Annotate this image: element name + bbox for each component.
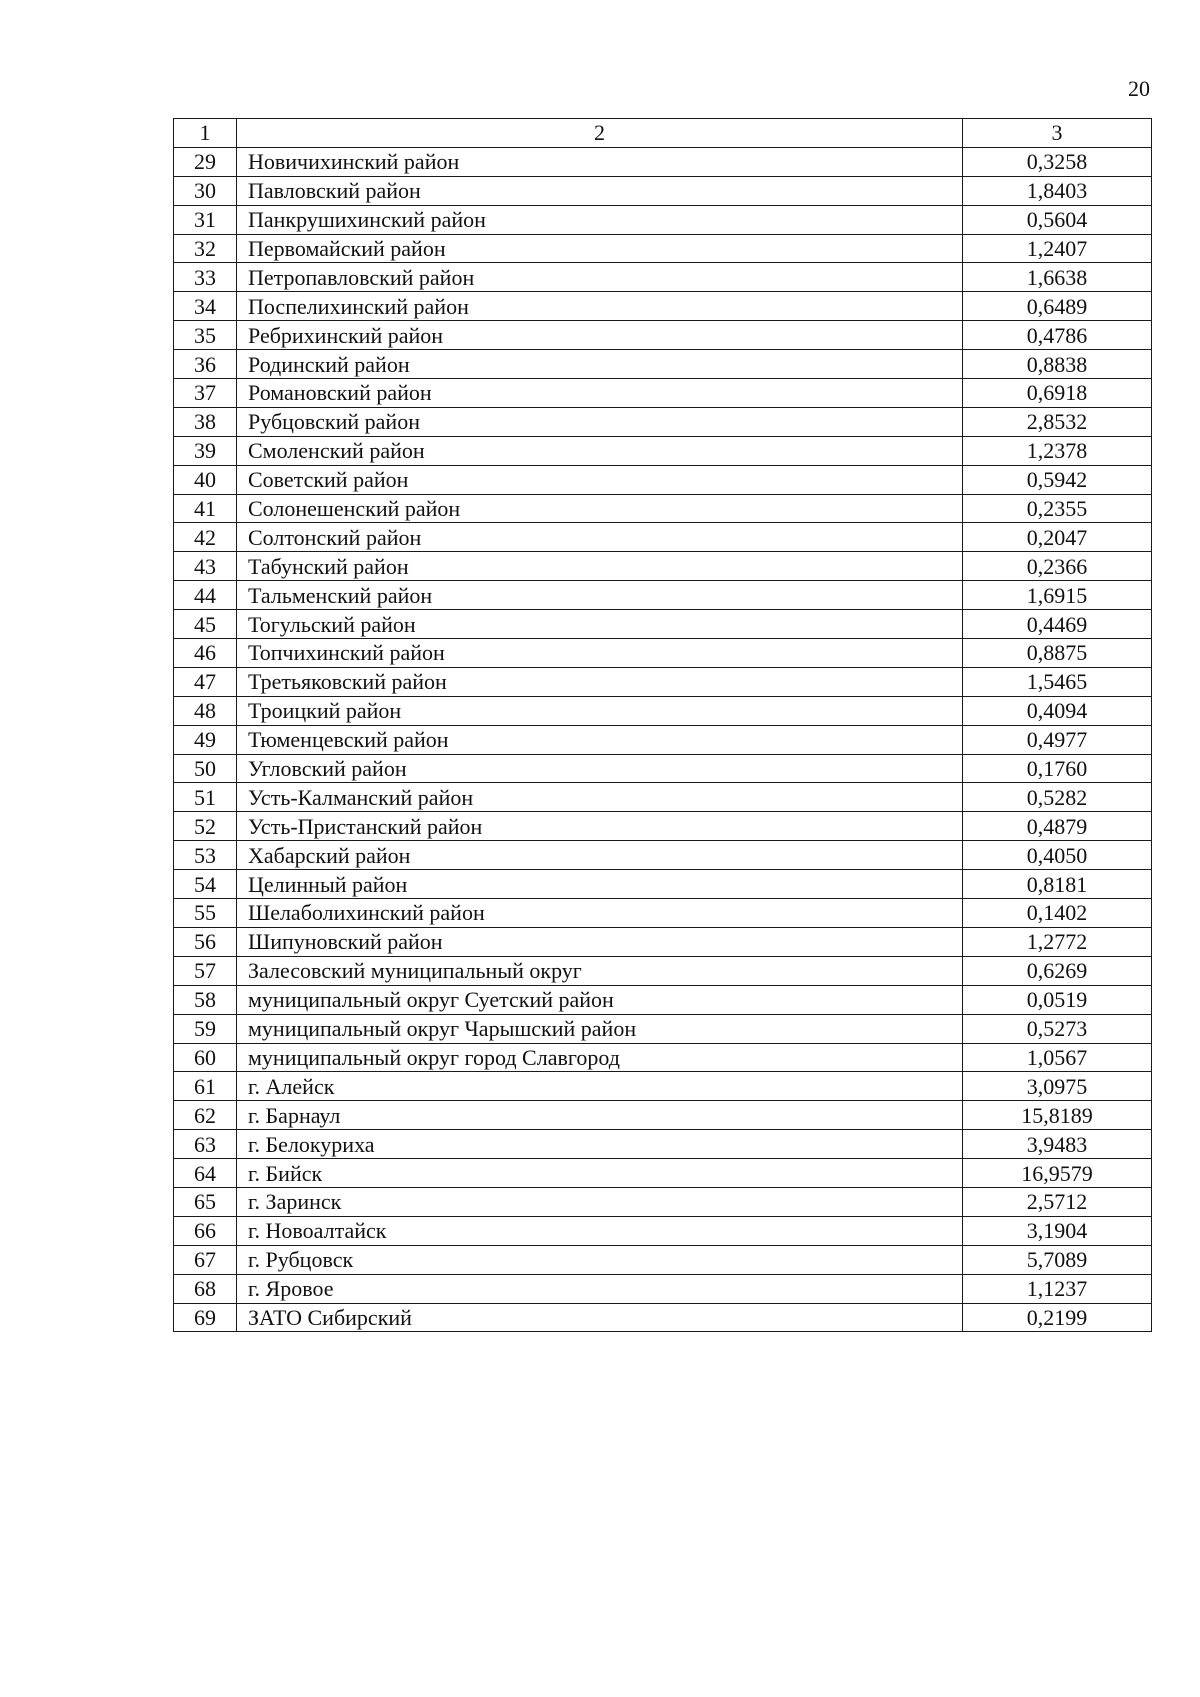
table-row [174,985,1152,1014]
row-name-cell: г. Белокуриха [237,1130,963,1159]
row-value-cell: 0,4469 [963,610,1152,639]
row-value-cell: 0,1760 [963,754,1152,783]
row-name-cell: Родинский район [237,350,963,379]
row-name-cell: г. Бийск [237,1159,963,1188]
row-number-cell: 58 [174,985,237,1014]
row-value-cell: 1,5465 [963,667,1152,696]
row-number-cell: 47 [174,667,237,696]
table-row [174,783,1152,812]
row-number-cell: 35 [174,321,237,350]
row-value-cell: 1,0567 [963,1043,1152,1072]
row-value-cell: 0,5942 [963,465,1152,494]
row-value-cell: 16,9579 [963,1159,1152,1188]
row-number-cell: 54 [174,870,237,899]
row-number-cell: 29 [174,147,237,176]
row-name-cell: муниципальный округ Суетский район [237,985,963,1014]
row-number-cell: 36 [174,350,237,379]
table-row [174,1303,1152,1332]
row-number-cell: 30 [174,176,237,205]
table-row [174,639,1152,668]
header-cell-name: 2 [237,119,963,148]
table-row [174,321,1152,350]
row-value-cell: 3,9483 [963,1130,1152,1159]
table-row [174,523,1152,552]
table-row [174,1159,1152,1188]
row-name-cell: г. Барнаул [237,1101,963,1130]
row-number-cell: 42 [174,523,237,552]
table-row [174,234,1152,263]
row-number-cell: 39 [174,436,237,465]
row-number-cell: 38 [174,407,237,436]
row-name-cell: Угловский район [237,754,963,783]
row-number-cell: 46 [174,639,237,668]
row-name-cell: муниципальный округ город Славгород [237,1043,963,1072]
row-name-cell: Усть-Калманский район [237,783,963,812]
row-name-cell: Тюменцевский район [237,725,963,754]
table-row [174,927,1152,956]
table-row [174,552,1152,581]
row-value-cell: 3,1904 [963,1216,1152,1245]
row-name-cell: Новичихинский район [237,147,963,176]
row-name-cell: Павловский район [237,176,963,205]
row-number-cell: 69 [174,1303,237,1332]
row-number-cell: 31 [174,205,237,234]
table-row [174,205,1152,234]
row-number-cell: 43 [174,552,237,581]
row-name-cell: Усть-Пристанский район [237,812,963,841]
row-value-cell: 0,6489 [963,292,1152,321]
row-number-cell: 50 [174,754,237,783]
table-row [174,1130,1152,1159]
row-number-cell: 52 [174,812,237,841]
row-name-cell: Солтонский район [237,523,963,552]
row-name-cell: Тальменский район [237,581,963,610]
row-name-cell: Романовский район [237,379,963,408]
row-number-cell: 45 [174,610,237,639]
table-row [174,1216,1152,1245]
row-value-cell: 1,6638 [963,263,1152,292]
row-number-cell: 67 [174,1245,237,1274]
table-row [174,465,1152,494]
row-value-cell: 5,7089 [963,1245,1152,1274]
row-value-cell: 0,4786 [963,321,1152,350]
table-header-row [174,119,1152,148]
row-value-cell: 0,5604 [963,205,1152,234]
row-value-cell: 0,8875 [963,639,1152,668]
row-name-cell: Хабарский район [237,841,963,870]
table-row [174,1014,1152,1043]
row-number-cell: 61 [174,1072,237,1101]
row-value-cell: 0,3258 [963,147,1152,176]
row-number-cell: 49 [174,725,237,754]
row-name-cell: Шелаболихинский район [237,899,963,928]
table-row [174,1245,1152,1274]
row-name-cell: г. Алейск [237,1072,963,1101]
row-name-cell: Смоленский район [237,436,963,465]
row-number-cell: 66 [174,1216,237,1245]
row-value-cell: 0,5282 [963,783,1152,812]
row-value-cell: 0,6918 [963,379,1152,408]
row-value-cell: 0,4879 [963,812,1152,841]
table-row [174,1101,1152,1130]
header-cell-number: 1 [174,119,237,148]
row-value-cell: 2,8532 [963,407,1152,436]
row-name-cell: Целинный район [237,870,963,899]
row-number-cell: 62 [174,1101,237,1130]
row-name-cell: Первомайский район [237,234,963,263]
row-name-cell: г. Новоалтайск [237,1216,963,1245]
row-number-cell: 68 [174,1274,237,1303]
page-number: 20 [1128,76,1150,101]
data-table [173,118,1152,1332]
row-value-cell: 1,6915 [963,581,1152,610]
row-number-cell: 37 [174,379,237,408]
row-value-cell: 1,8403 [963,176,1152,205]
row-value-cell: 0,6269 [963,956,1152,985]
row-name-cell: Поспелихинский район [237,292,963,321]
row-number-cell: 64 [174,1159,237,1188]
table-row [174,581,1152,610]
row-name-cell: Советский район [237,465,963,494]
row-number-cell: 33 [174,263,237,292]
table-row [174,899,1152,928]
row-name-cell: Троицкий район [237,696,963,725]
row-value-cell: 0,4094 [963,696,1152,725]
row-name-cell: ЗАТО Сибирский [237,1303,963,1332]
row-number-cell: 53 [174,841,237,870]
row-name-cell: Рубцовский район [237,407,963,436]
row-number-cell: 55 [174,899,237,928]
row-number-cell: 60 [174,1043,237,1072]
table-row [174,667,1152,696]
row-value-cell: 0,5273 [963,1014,1152,1043]
table-row [174,350,1152,379]
row-number-cell: 40 [174,465,237,494]
table-row [174,754,1152,783]
row-value-cell: 0,0519 [963,985,1152,1014]
row-name-cell: Солонешенский район [237,494,963,523]
row-number-cell: 51 [174,783,237,812]
row-number-cell: 57 [174,956,237,985]
table-row [174,1187,1152,1216]
table-row [174,1274,1152,1303]
row-value-cell: 0,2355 [963,494,1152,523]
table-row [174,407,1152,436]
row-value-cell: 0,4977 [963,725,1152,754]
row-name-cell: Тогульский район [237,610,963,639]
table-row [174,725,1152,754]
table-row [174,379,1152,408]
table-row [174,610,1152,639]
row-value-cell: 1,2407 [963,234,1152,263]
table-row [174,436,1152,465]
row-name-cell: Топчихинский район [237,639,963,668]
row-name-cell: Третьяковский район [237,667,963,696]
table-row [174,956,1152,985]
row-number-cell: 59 [174,1014,237,1043]
table-row [174,870,1152,899]
row-name-cell: Залесовский муниципальный округ [237,956,963,985]
table-row [174,494,1152,523]
row-name-cell: Табунский район [237,552,963,581]
row-value-cell: 2,5712 [963,1187,1152,1216]
row-value-cell: 0,1402 [963,899,1152,928]
row-number-cell: 32 [174,234,237,263]
row-number-cell: 34 [174,292,237,321]
row-number-cell: 44 [174,581,237,610]
row-value-cell: 1,2378 [963,436,1152,465]
header-cell-value: 3 [963,119,1152,148]
row-value-cell: 0,8838 [963,350,1152,379]
row-name-cell: г. Рубцовск [237,1245,963,1274]
table-body [174,119,1152,1332]
row-name-cell: Шипуновский район [237,927,963,956]
table-row [174,696,1152,725]
row-value-cell: 1,1237 [963,1274,1152,1303]
table-row [174,812,1152,841]
table-row [174,147,1152,176]
row-name-cell: Панкрушихинский район [237,205,963,234]
row-value-cell: 0,2047 [963,523,1152,552]
table-row [174,263,1152,292]
row-name-cell: муниципальный округ Чарышский район [237,1014,963,1043]
row-value-cell: 15,8189 [963,1101,1152,1130]
row-value-cell: 1,2772 [963,927,1152,956]
row-number-cell: 48 [174,696,237,725]
row-name-cell: Петропавловский район [237,263,963,292]
row-value-cell: 0,2199 [963,1303,1152,1332]
table-row [174,176,1152,205]
row-number-cell: 65 [174,1187,237,1216]
row-number-cell: 56 [174,927,237,956]
row-value-cell: 3,0975 [963,1072,1152,1101]
row-value-cell: 0,4050 [963,841,1152,870]
table-row [174,292,1152,321]
table-row [174,1043,1152,1072]
row-number-cell: 41 [174,494,237,523]
row-name-cell: г. Яровое [237,1274,963,1303]
row-name-cell: Ребрихинский район [237,321,963,350]
table-row [174,1072,1152,1101]
table-row [174,841,1152,870]
row-value-cell: 0,2366 [963,552,1152,581]
row-value-cell: 0,8181 [963,870,1152,899]
row-number-cell: 63 [174,1130,237,1159]
row-name-cell: г. Заринск [237,1187,963,1216]
